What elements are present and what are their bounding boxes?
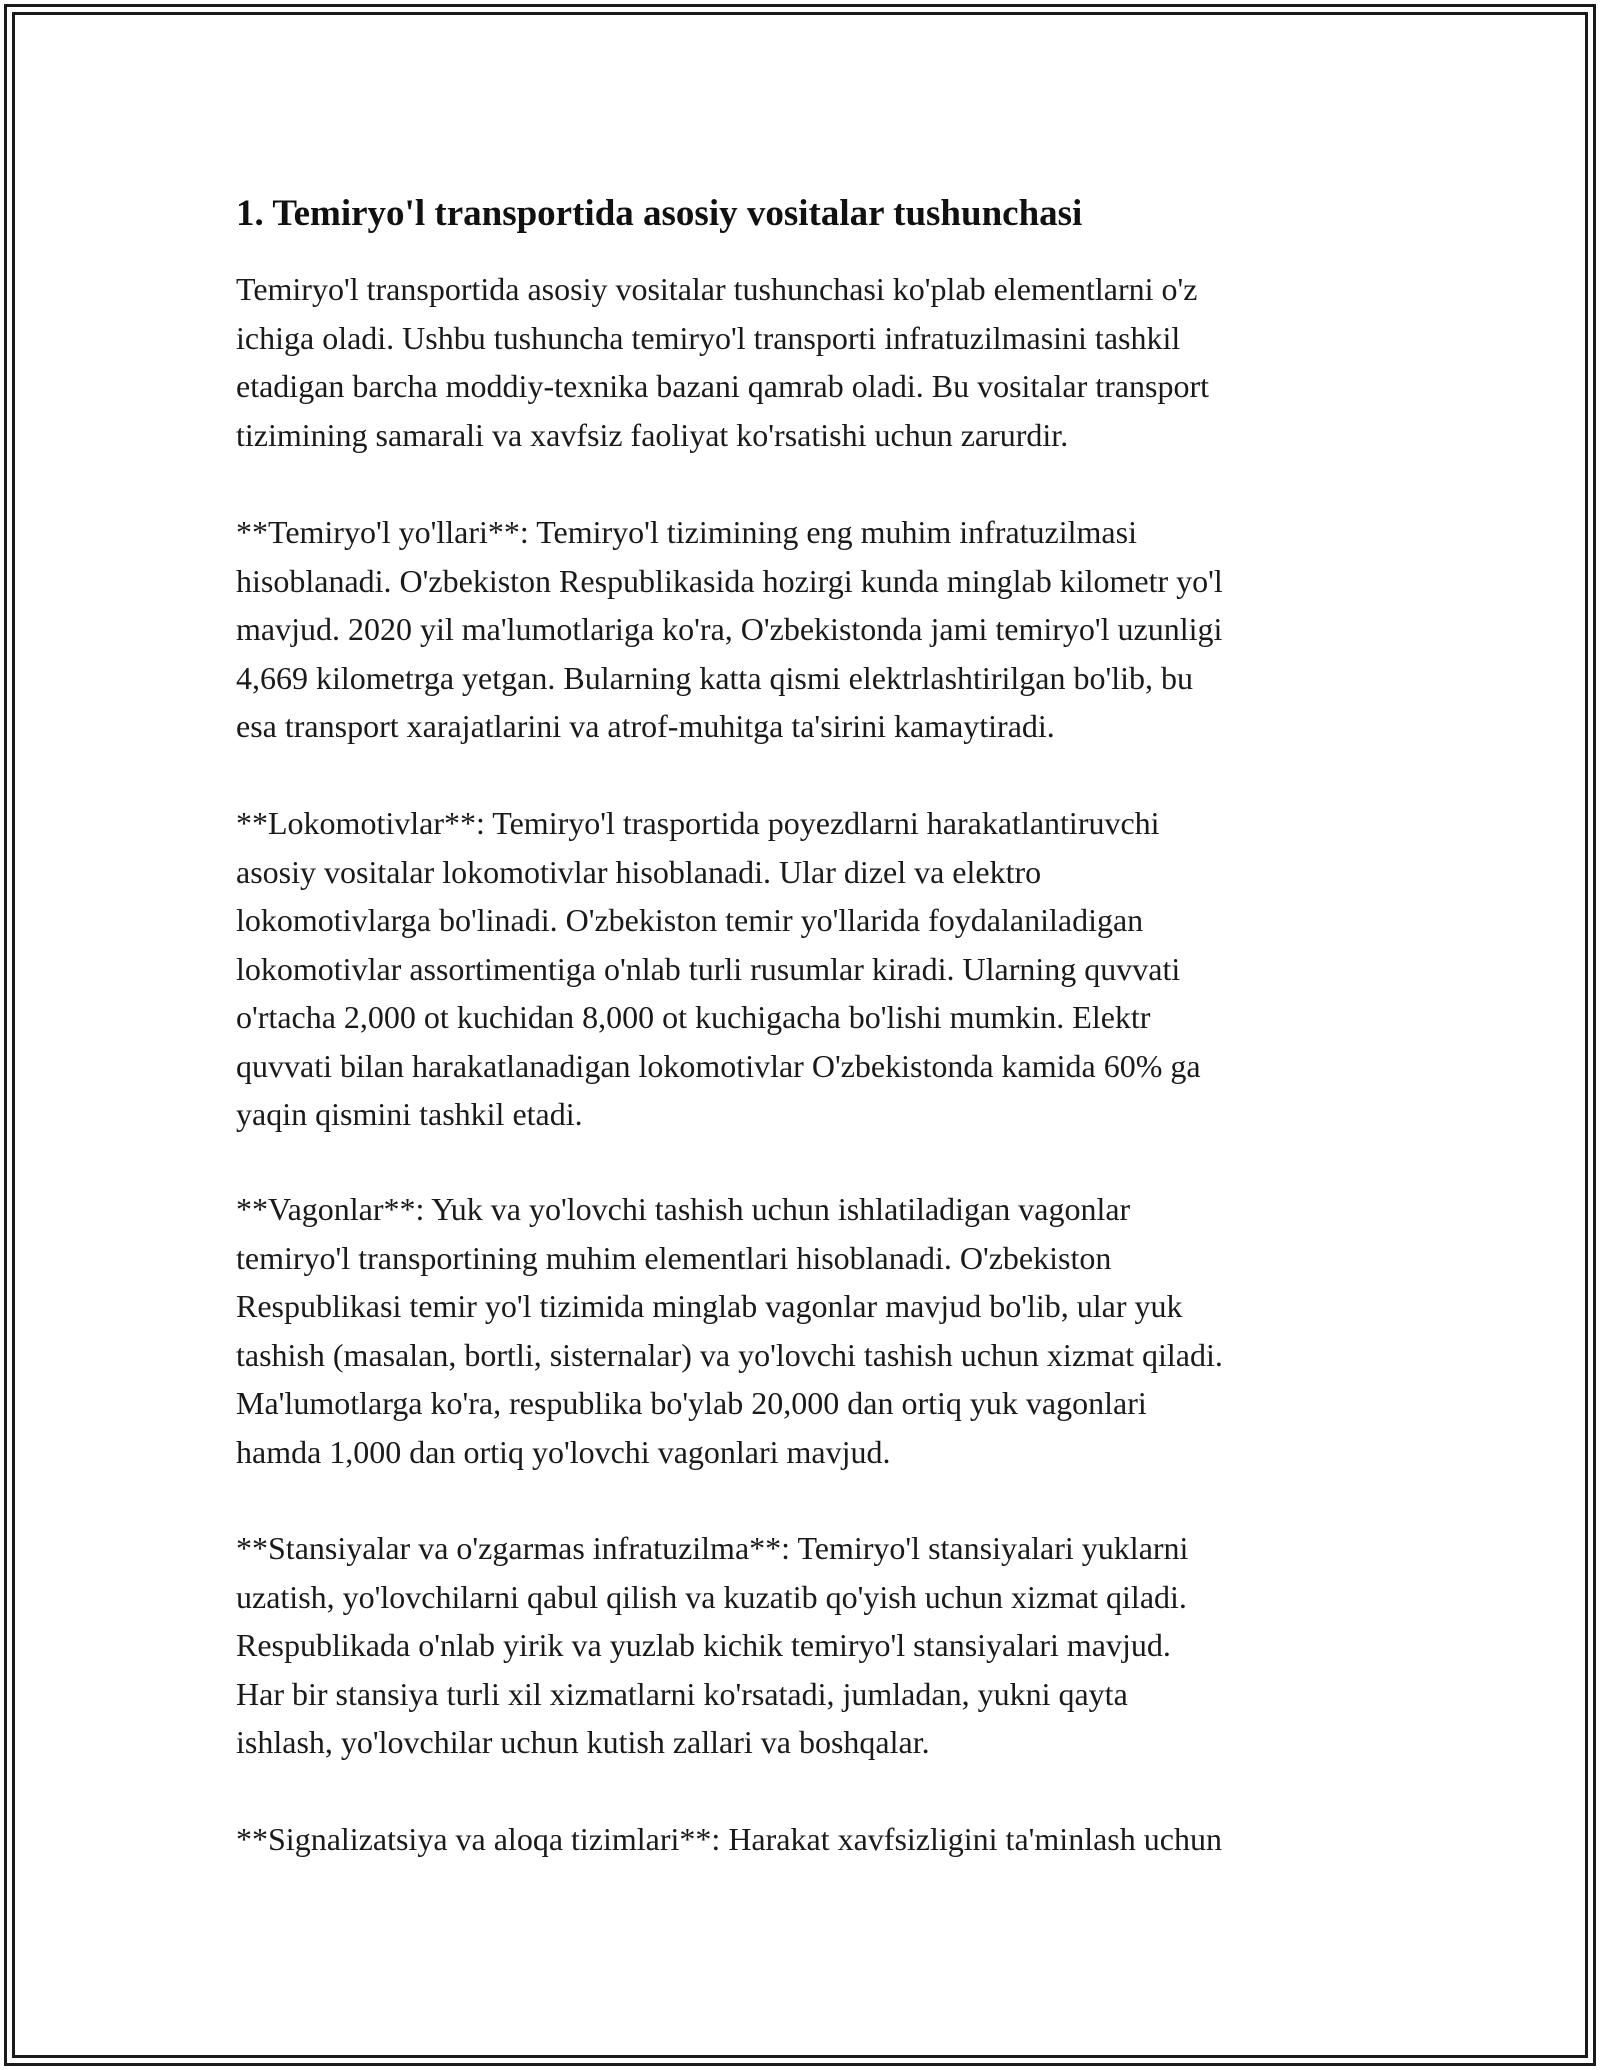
text-line: Har bir stansiya turli xil xizmatlarni ko'rsatadi, jumladan, yukni qayta [236, 1675, 1128, 1712]
text-line: mavjud. 2020 yil ma'lumotlariga ko'ra, O'zbekistonda jami temiryo'l uzunligi [236, 611, 1223, 647]
paragraph-railways [236, 508, 1386, 751]
text-line: ishlash, yo'lovchilar uchun kutish zallari va boshqalar. [236, 1724, 930, 1760]
text-line: Ma'lumotlarga ko'ra, respublika bo'ylab 20,000 dan ortiq yuk vagonlari [236, 1385, 1147, 1421]
text-line: esa transport xarajatlarini va atrof-muhitga ta'sirini kamaytiradi. [236, 708, 1055, 744]
text-line: **Stansiyalar va o'zgarmas infratuzilma**: Temiryo'l stansiyalari yuklarni [236, 1530, 1189, 1566]
text-line: **Lokomotivlar**: Temiryo'l trasportida poyezdlarni harakatlantiruvchi [236, 805, 1160, 841]
text-line: **Signalizatsiya va aloqa tizimlari**: Harakat xavfsizligini ta'minlash uchun [236, 1821, 1222, 1857]
text-line: o'rtacha 2,000 ot kuchidan 8,000 ot kuchigacha bo'lishi mumkin. Elektr [236, 999, 1151, 1035]
text-line: tizimining samarali va xavfsiz faoliyat ko'rsatishi uchun zarurdir. [236, 416, 1069, 453]
text-line: tashish (masalan, bortli, sisternalar) va yo'lovchi tashish uchun xizmat qiladi. [236, 1336, 1223, 1373]
paragraph-signalling [236, 1815, 1386, 1864]
text-line: ichiga oladi. Ushbu tushuncha temiryo'l transporti infratuzilmasini tashkil [236, 319, 1181, 356]
paragraph-locomotives [236, 799, 1386, 1139]
text-line: lokomotivlarga bo'linadi. O'zbekiston temir yo'llarida foydalaniladigan [236, 902, 1144, 938]
text-line: Respublikada o'nlab yirik va yuzlab kichik temiryo'l stansiyalari mavjud. [236, 1627, 1171, 1663]
text-line: yaqin qismini tashkil etadi. [236, 1096, 583, 1132]
text-line: Temiryo'l transportida asosiy vositalar tushunchasi ko'plab elementlarni o'z [236, 271, 1198, 307]
text-line: **Temiryo'l yo'llari**: Temiryo'l tizimining eng muhim infratuzilmasi [236, 514, 1137, 550]
text-line: asosiy vositalar lokomotivlar hisoblanadi. Ular dizel va elektro [236, 853, 1042, 890]
paragraph-intro [236, 265, 1386, 459]
text-line: quvvati bilan harakatlanadigan lokomotivlar O'zbekistonda kamida 60% ga [236, 1047, 1201, 1084]
paragraph-wagons [236, 1185, 1386, 1476]
text-line: hamda 1,000 dan ortiq yo'lovchi vagonlari mavjud. [236, 1433, 891, 1470]
section-heading: 1. Temiryo'l transportida asosiy vositalar tushunchasi [236, 193, 1083, 234]
paragraph-stations [236, 1524, 1386, 1767]
text-line: uzatish, yo'lovchilarni qabul qilish va kuzatib qo'yish uchun xizmat qiladi. [236, 1578, 1187, 1615]
text-line: etadigan barcha moddiy-texnika bazani qamrab oladi. Bu vositalar transport [236, 368, 1209, 404]
text-line: hisoblanadi. O'zbekiston Respublikasida hozirgi kunda minglab kilometr yo'l [236, 562, 1223, 599]
text-line: temiryo'l transportining muhim elementlari hisoblanadi. O'zbekiston [236, 1239, 1112, 1276]
text-line: **Vagonlar**: Yuk va yo'lovchi tashish uchun ishlatiladigan vagonlar [236, 1191, 1131, 1227]
text-line: 4,669 kilometrga yetgan. Bularning katta qismi elektrlashtirilgan bo'lib, bu [236, 659, 1193, 696]
text-line: Respublikasi temir yo'l tizimida minglab vagonlar mavjud bo'lib, ular yuk [236, 1288, 1183, 1324]
text-line: lokomotivlar assortimentiga o'nlab turli rusumlar kiradi. Ularning quvvati [236, 950, 1181, 987]
